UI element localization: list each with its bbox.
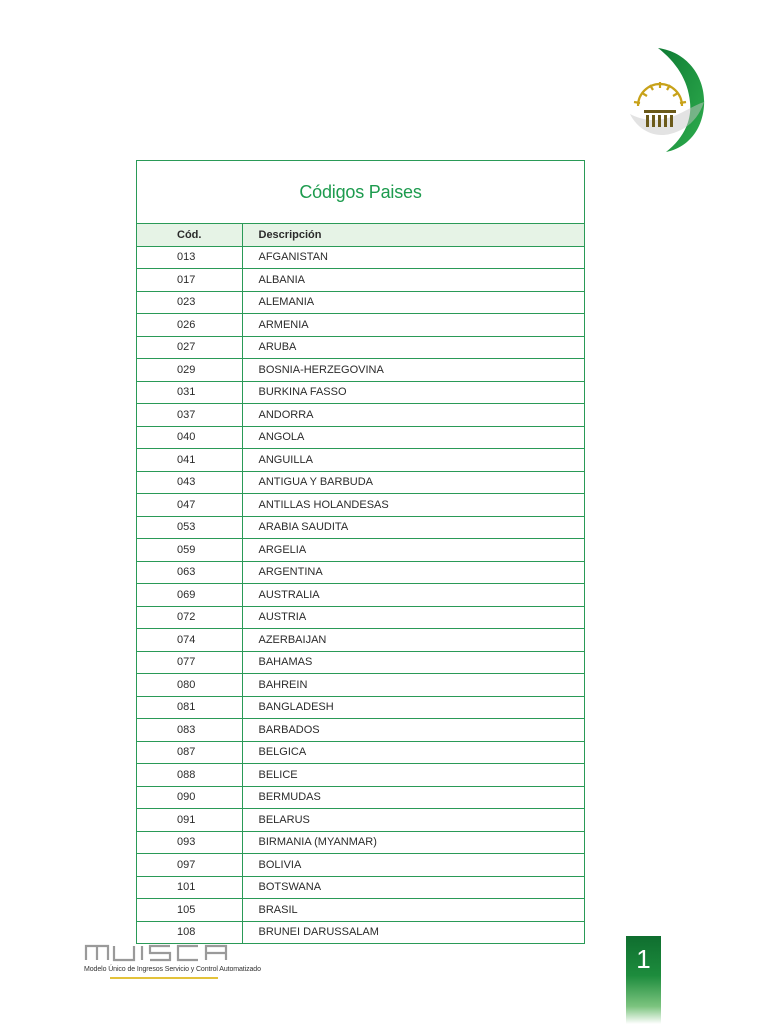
country-name-cell: BIRMANIA (MYANMAR) (242, 831, 584, 854)
country-name-cell: ALBANIA (242, 269, 584, 292)
table-row (137, 854, 584, 877)
country-code-cell: 037 (137, 404, 242, 427)
country-name-cell: AUSTRIA (242, 606, 584, 629)
country-code-cell: 029 (137, 359, 242, 382)
table-row (137, 561, 584, 584)
table-row (137, 246, 584, 269)
footer-gold-line (110, 977, 218, 979)
table-row (137, 809, 584, 832)
country-code-cell: 088 (137, 764, 242, 787)
country-name-cell: BELGICA (242, 741, 584, 764)
column-header-code: Cód. (137, 224, 242, 246)
country-name-cell: ALEMANIA (242, 291, 584, 314)
table-row (137, 381, 584, 404)
country-code-cell: 108 (137, 921, 242, 943)
country-code-cell: 017 (137, 269, 242, 292)
country-name-cell: BANGLADESH (242, 696, 584, 719)
country-code-cell: 083 (137, 719, 242, 742)
table-row (137, 629, 584, 652)
country-name-cell: BRASIL (242, 899, 584, 922)
page-number: 1 (636, 944, 651, 974)
country-code-cell: 087 (137, 741, 242, 764)
country-name-cell: ARGELIA (242, 539, 584, 562)
table-row (137, 449, 584, 472)
country-code-cell: 043 (137, 471, 242, 494)
country-code-cell: 053 (137, 516, 242, 539)
country-name-cell: ARMENIA (242, 314, 584, 337)
table-row (137, 786, 584, 809)
country-code-cell: 026 (137, 314, 242, 337)
country-code-cell: 013 (137, 246, 242, 269)
country-code-cell: 072 (137, 606, 242, 629)
country-name-cell: AFGANISTAN (242, 246, 584, 269)
country-name-cell: ANTIGUA Y BARBUDA (242, 471, 584, 494)
country-name-cell: ANGOLA (242, 426, 584, 449)
country-name-cell: BARBADOS (242, 719, 584, 742)
table-row (137, 471, 584, 494)
table-row (137, 291, 584, 314)
table-row (137, 696, 584, 719)
country-name-cell: AUSTRALIA (242, 584, 584, 607)
country-code-cell: 040 (137, 426, 242, 449)
table-row (137, 584, 584, 607)
table-row (137, 831, 584, 854)
table-row (137, 359, 584, 382)
country-name-cell: ARABIA SAUDITA (242, 516, 584, 539)
table-row (137, 899, 584, 922)
country-code-cell: 031 (137, 381, 242, 404)
country-name-cell: BOSNIA-HERZEGOVINA (242, 359, 584, 382)
table-row (137, 269, 584, 292)
country-code-cell: 047 (137, 494, 242, 517)
page-title: Códigos Paises (137, 161, 584, 224)
country-name-cell: ARGENTINA (242, 561, 584, 584)
table-row (137, 314, 584, 337)
country-code-cell: 063 (137, 561, 242, 584)
table-row (137, 539, 584, 562)
country-name-cell: AZERBAIJAN (242, 629, 584, 652)
country-code-cell: 027 (137, 336, 242, 359)
country-name-cell: BRUNEI DARUSSALAM (258, 926, 379, 939)
country-code-cell: 090 (137, 786, 242, 809)
country-code-cell: 023 (137, 291, 242, 314)
dian-logo-icon (626, 44, 710, 178)
table-header-row (137, 224, 584, 246)
table-row (137, 674, 584, 697)
table-row (137, 651, 584, 674)
country-code-cell: 081 (137, 696, 242, 719)
country-name-cell: BOLIVIA (242, 854, 584, 877)
country-code-cell: 041 (137, 449, 242, 472)
country-code-cell: 069 (137, 584, 242, 607)
country-name-cell: BELICE (242, 764, 584, 787)
table-row (137, 876, 584, 899)
table-row (137, 336, 584, 359)
country-name-cell: ANGUILLA (242, 449, 584, 472)
country-name-cell: BOTSWANA (242, 876, 584, 899)
country-name-cell: ANDORRA (242, 404, 584, 427)
table-row (137, 516, 584, 539)
table-row (137, 494, 584, 517)
country-name-cell: BURKINA FASSO (242, 381, 584, 404)
table-row (137, 426, 584, 449)
country-name-cell: BERMUDAS (242, 786, 584, 809)
country-code-cell: 080 (137, 674, 242, 697)
table-row (137, 404, 584, 427)
country-code-cell: 093 (137, 831, 242, 854)
country-code-cell: 105 (137, 899, 242, 922)
table-row (137, 719, 584, 742)
country-name-cell: ARUBA (242, 336, 584, 359)
column-header-description: Descripción (242, 224, 584, 246)
country-code-cell: 097 (137, 854, 242, 877)
country-name-cell: BELARUS (242, 809, 584, 832)
table-row (137, 741, 584, 764)
country-code-cell: 101 (137, 876, 242, 899)
country-code-cell: 077 (137, 651, 242, 674)
country-code-cell: 059 (137, 539, 242, 562)
country-name-cell: BAHREIN (242, 674, 584, 697)
codes-table (137, 224, 584, 943)
country-code-cell: 091 (137, 809, 242, 832)
country-codes-table (136, 160, 585, 944)
country-code-cell: 074 (137, 629, 242, 652)
footer-subtitle: Modelo Único de Ingresos Servicio y Control Automatizado (84, 966, 261, 973)
country-name-cell: ANTILLAS HOLANDESAS (242, 494, 584, 517)
table-row (137, 921, 584, 943)
muisca-logo (84, 942, 254, 982)
table-row (137, 606, 584, 629)
country-name-cell: BAHAMAS (242, 651, 584, 674)
table-row (137, 764, 584, 787)
